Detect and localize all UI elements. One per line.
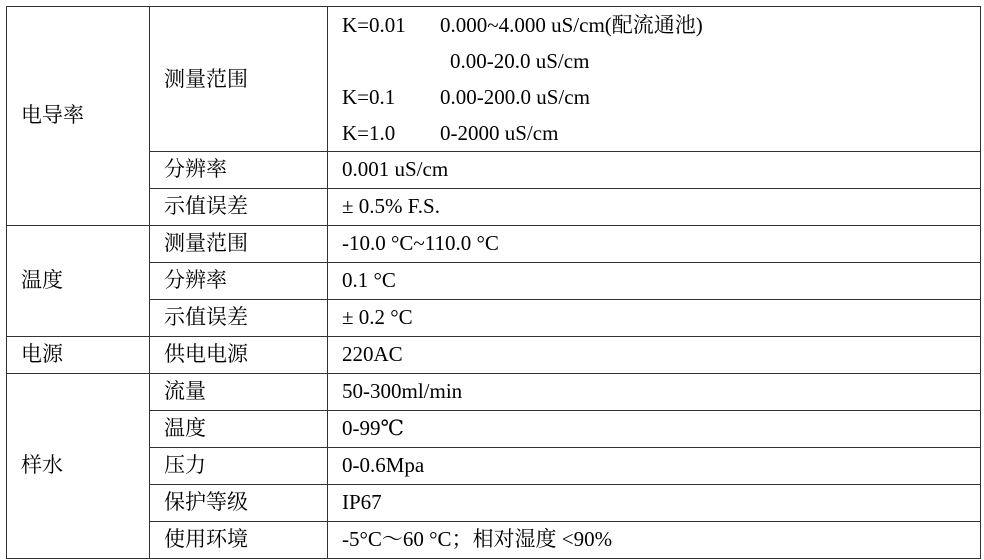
conductivity-range-label: 测量范围: [164, 67, 248, 91]
sample-pressure-row: [7, 448, 981, 485]
conductivity-resolution-value: 0.001 uS/cm: [328, 152, 981, 189]
conductivity-error-row: [7, 189, 981, 226]
temperature-range-label: 测量范围: [150, 226, 328, 263]
range-value: 0-2000 uS/cm: [440, 121, 559, 145]
conductivity-category: 电导率: [7, 7, 150, 226]
sample-environment-row: [7, 522, 981, 559]
temperature-range-value: -10.0 °C~110.0 °C: [328, 226, 981, 263]
range-value: 0.00-200.0 uS/cm: [440, 85, 590, 109]
conductivity-resolution-row: [7, 152, 981, 189]
sample-pressure-value: 0-0.6Mpa: [328, 448, 981, 485]
temperature-error-value: ± 0.2 °C: [328, 300, 981, 337]
temperature-resolution-row: [7, 263, 981, 300]
power-supply-label: 供电电源: [150, 337, 328, 374]
sample-temp-value: 0-99℃: [328, 411, 981, 448]
range-line-k01: [342, 79, 968, 115]
k-value: K=0.1: [342, 85, 396, 109]
power-supply-row: [7, 337, 981, 374]
sample-protection-value: IP67: [328, 485, 981, 522]
sample-pressure-label: 压力: [150, 448, 328, 485]
temperature-error-row: [7, 300, 981, 337]
temperature-error-label: 示值误差: [150, 300, 328, 337]
conductivity-error-value: ± 0.5% F.S.: [328, 189, 981, 226]
sample-environment-value: -5°C～60 °C；相对湿度 <90%: [328, 522, 981, 559]
spec-table: [6, 6, 981, 559]
sample-protection-row: [7, 485, 981, 522]
sample-temp-row: [7, 411, 981, 448]
sample-protection-label: 保护等级: [150, 485, 328, 522]
conductivity-range-row: [7, 7, 981, 152]
sample-flow-label: 流量: [150, 374, 328, 411]
sample-environment-label: 使用环境: [150, 522, 328, 559]
power-category: 电源: [7, 337, 150, 374]
temperature-resolution-value: 0.1 °C: [328, 263, 981, 300]
range-line-k001: [342, 7, 968, 43]
power-supply-value: 220AC: [328, 337, 981, 374]
sample-water-category: 样水: [7, 374, 150, 559]
conductivity-range-values: [328, 7, 981, 152]
k-value: K=1.0: [342, 121, 396, 145]
temperature-category: 温度: [7, 226, 150, 337]
sample-flow-value: 50-300ml/min: [328, 374, 981, 411]
range-line-k10: [342, 115, 968, 151]
temperature-range-row: [7, 226, 981, 263]
range-value: 0.000~4.000 uS/cm(配流通池): [440, 13, 703, 37]
sample-flow-row: [7, 374, 981, 411]
range-line-k001-alt: [342, 43, 968, 79]
conductivity-error-label: 示值误差: [150, 189, 328, 226]
k-value: K=0.01: [342, 13, 406, 37]
range-value: 0.00-20.0 uS/cm: [450, 49, 590, 73]
conductivity-range-label-cell: [150, 7, 328, 152]
temperature-resolution-label: 分辨率: [150, 263, 328, 300]
conductivity-resolution-label: 分辨率: [150, 152, 328, 189]
sample-temp-label: 温度: [150, 411, 328, 448]
